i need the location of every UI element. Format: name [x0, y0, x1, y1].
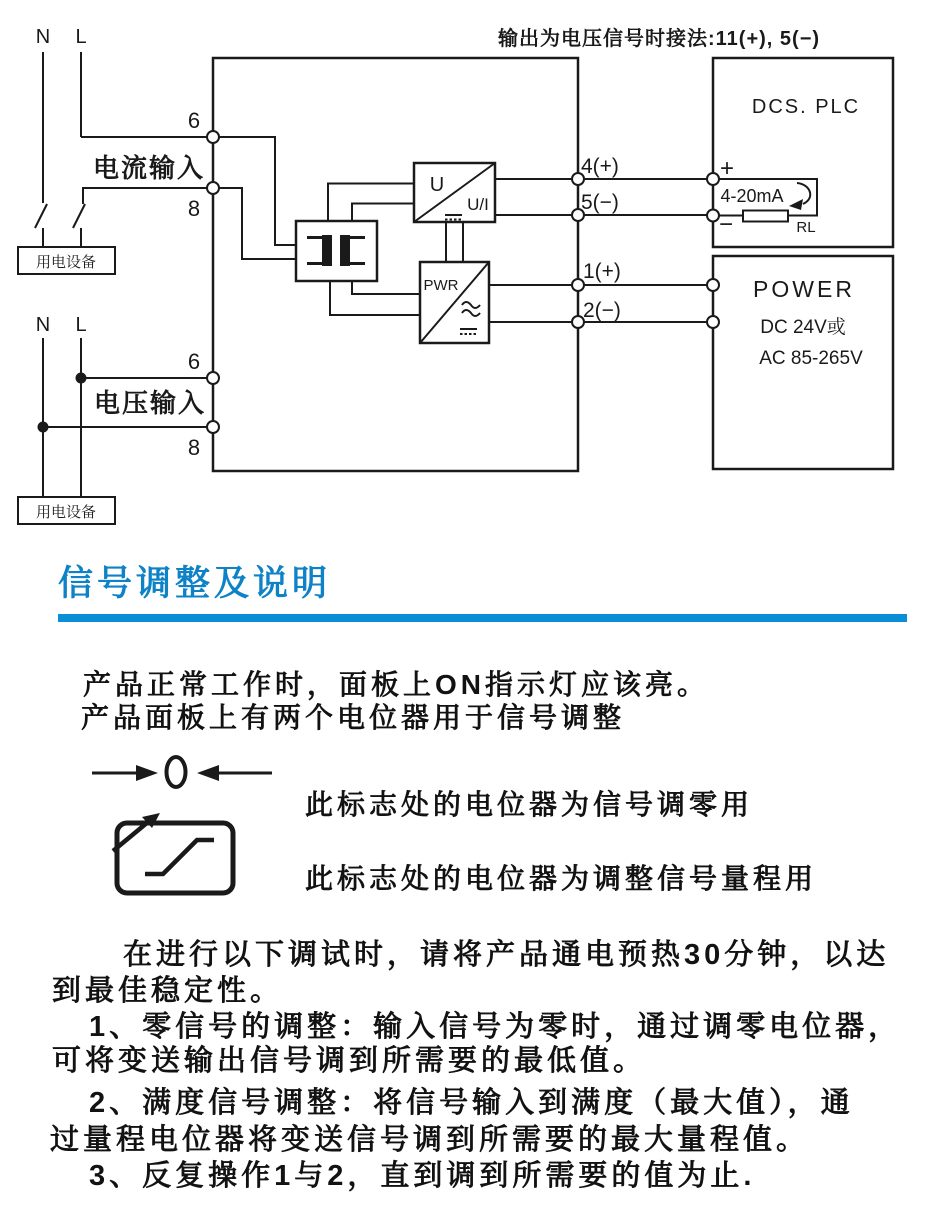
isolation-transformer-icon [296, 221, 377, 281]
dcs-plc-label: DCS. PLC [751, 96, 861, 118]
voltage-input-label: 电压输入 [93, 388, 207, 418]
label-l1: L [75, 26, 87, 48]
out4-label: 4(+) [581, 155, 619, 178]
body-line-1: 在进行以下调试时，请将产品通电预热30分钟，以达 [123, 939, 890, 971]
body-line-4: 可将变送输出信号调到所需要的最低值。 [52, 1045, 647, 1077]
terminal-6b-label: 6 [187, 349, 201, 374]
out2-label: 2(−) [583, 299, 621, 322]
paragraph1-line2: 产品面板上有两个电位器用于信号调整 [81, 702, 626, 733]
label-l2: L [75, 314, 87, 336]
label-n1: N [35, 26, 51, 48]
transmitter-box [213, 58, 578, 471]
zero-adjust-text: 此标志处的电位器为信号调零用 [305, 789, 754, 820]
internal-input-wires [219, 137, 296, 259]
plus-label: + [719, 155, 735, 182]
zero-adjust-icon [92, 757, 272, 787]
body-line-7: 3、反复操作1与2，直到调到所需要的值为止. [89, 1160, 756, 1192]
red-note: 输出为电压信号时接法:11(+), 5(−) [498, 28, 821, 50]
span-adjust-icon [113, 813, 233, 893]
load-box2-label: 用电设备 [35, 504, 97, 521]
power-label: POWER [753, 276, 855, 302]
u-label: U [429, 174, 445, 196]
voltage-input-wiring [18, 338, 213, 524]
current-input-label: 电流输入 [92, 153, 206, 183]
paragraph1-line1: 产品正常工作时，面板上ON指示灯应该亮。 [83, 669, 710, 700]
section-title: 信号调整及说明 [58, 564, 332, 603]
label-n2: N [35, 314, 51, 336]
pwr-label: PWR [423, 277, 459, 294]
ac-sine-icon [462, 302, 480, 308]
minus-label: − [718, 211, 734, 238]
rl-label: RL [796, 219, 816, 236]
body-line-5: 2、满度信号调整：将信号输入到满度（最大值），通 [89, 1087, 854, 1119]
terminal-8b-label: 8 [187, 435, 201, 460]
load-box-label: 用电设备 [35, 254, 97, 271]
terminal-8-label: 8 [187, 196, 201, 221]
power-ac-label: AC 85-265V [759, 348, 863, 369]
pwr-block [420, 262, 489, 343]
loop-arrow-icon [797, 183, 810, 204]
body-line-6: 过量程电位器将变送信号调到所需要的最大量程值。 [50, 1124, 810, 1156]
body-line-2: 到最佳稳定性。 [52, 975, 284, 1007]
ma-loop-label: 4-20mA [720, 186, 784, 206]
title-underline-bar [58, 614, 907, 622]
terminal-6-label: 6 [187, 108, 201, 133]
span-adjust-text: 此标志处的电位器为调整信号量程用 [305, 863, 818, 894]
ui-label: U/I [467, 195, 489, 214]
body-line-3: 1、零信号的调整：输入信号为零时，通过调零电位器， [89, 1011, 902, 1043]
out5-label: 5(−) [581, 191, 619, 214]
ac-sine-icon [462, 310, 480, 316]
ui-pwr-links [446, 222, 463, 262]
terminal-circles [207, 131, 719, 433]
loop-arrowhead-icon [789, 199, 803, 210]
power-dc-label: DC 24V或 [760, 317, 846, 338]
out1-label: 1(+) [583, 260, 621, 283]
